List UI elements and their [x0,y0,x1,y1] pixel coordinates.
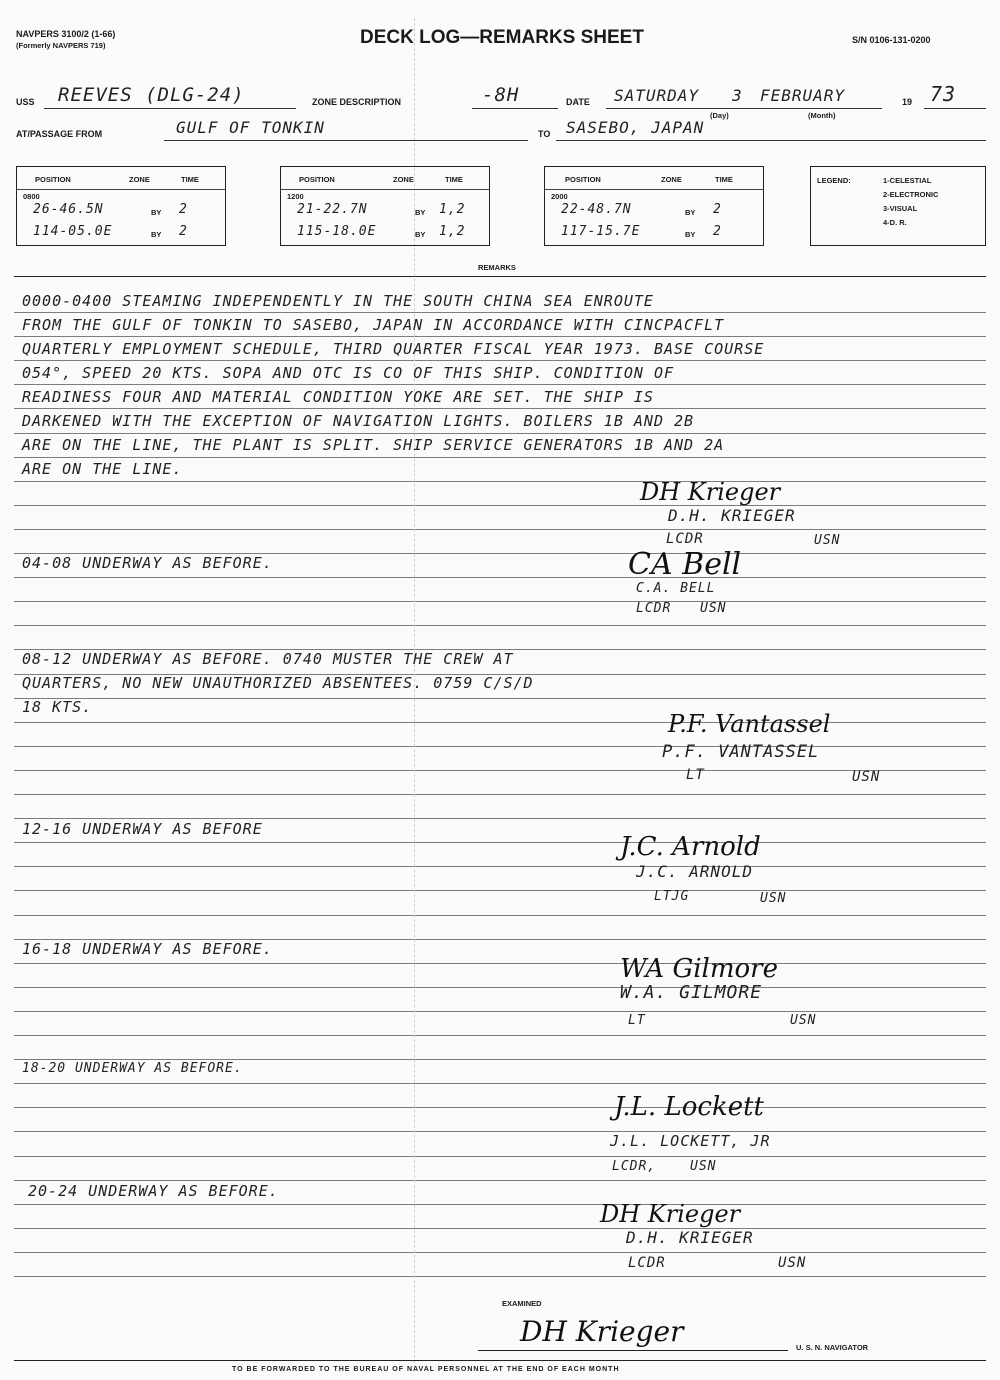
watch-signature: J.L. Lockett [614,1092,764,1122]
watch-officer-rank: LT [686,767,705,783]
ruled-line [14,770,986,771]
col-zone: ZONE [661,175,682,184]
to-label: TO [538,129,551,139]
date-month: FEBRUARY [760,86,846,105]
remark-line: READINESS FOUR AND MATERIAL CONDITION YOKE ARE SET. THE SHIP IS [22,388,654,406]
legend-item: 1-CELESTIAL [883,176,932,185]
position-lon: 117-15.7E [561,224,641,239]
position-lat-by: 2 [713,202,722,217]
ship-name: REEVES (DLG-24) [58,84,245,106]
ruled-line [14,987,986,988]
uss-label: USS [16,97,35,107]
remark-line: 18 KTS. [22,698,93,716]
legend-box [810,166,986,246]
remark-line: QUARTERLY EMPLOYMENT SCHEDULE, THIRD QUARTER FISCAL YEAR 1973. BASE COURSE [22,340,765,358]
ruled-line [14,384,986,385]
watch-officer-name: D.H. KRIEGER [626,1228,754,1247]
date-num: 3 [732,86,743,105]
position-lat: 22-48.7N [561,202,632,217]
date-label: DATE [566,97,590,107]
ruled-line [14,722,986,723]
remarks-divider [14,276,986,277]
ruled-line [14,698,986,699]
ruled-line [14,577,986,578]
remark-line: 08-12 UNDERWAY AS BEFORE. 0740 MUSTER THE CREW AT [22,650,514,668]
remark-line: 04-08 UNDERWAY AS BEFORE. [22,554,273,572]
by-label: BY [151,208,162,217]
ruled-line [14,963,986,964]
form-formerly: (Formerly NAVPERS 719) [16,41,106,50]
forwarding-note: TO BE FORWARDED TO THE BUREAU OF NAVAL PERSONNEL AT THE END OF EACH MONTH [232,1366,620,1373]
ruled-line [14,746,986,747]
passage-to-underline [556,140,986,141]
remark-line: 20-24 UNDERWAY AS BEFORE. [28,1182,279,1200]
ruled-line [14,1035,986,1036]
ruled-line [14,433,986,434]
col-zone: ZONE [393,175,414,184]
watch-officer-service: USN [814,533,841,548]
position-lat-by: 2 [179,202,188,217]
watch-signature: CA Bell [628,547,742,582]
watch-signature: WA Gilmore [620,954,778,984]
remark-line: FROM THE GULF OF TONKIN TO SASEBO, JAPAN IN ACCORDANCE WITH CINCPACFLT [22,316,725,334]
watch-officer-name: D.H. KRIEGER [668,506,796,525]
watch-officer-rank: LCDR, [612,1159,657,1174]
zone-value: -8H [482,84,520,106]
watch-signature: DH Krieger [640,478,781,506]
watch-officer-name: P.F. VANTASSEL [662,742,820,762]
ruled-line [14,408,986,409]
remark-line: 16-18 UNDERWAY AS BEFORE. [22,940,273,958]
ruled-line [14,1252,986,1253]
examiner-signature: DH Krieger [520,1315,684,1348]
date-underline [606,108,882,109]
position-lon: 114-05.0E [33,224,113,239]
legend-item: 2-ELECTRONIC [883,190,939,199]
watch-officer-name: C.A. BELL [636,581,716,596]
ruled-line [14,529,986,530]
remark-line: 18-20 UNDERWAY AS BEFORE. [22,1061,243,1076]
ruled-line [14,336,986,337]
ruled-line [14,915,986,916]
examiner-underline [478,1350,788,1351]
legend-title: LEGEND: [817,176,851,185]
by-label: BY [415,208,426,217]
ruled-line [14,842,986,843]
watch-signature: DH Krieger [600,1200,741,1228]
ruled-line [14,481,986,482]
month-caption: (Month) [808,111,836,120]
position-box-1200 [280,166,490,246]
ruled-line [14,625,986,626]
watch-officer-name: J.L. LOCKETT, JR [610,1132,771,1150]
passage-label: AT/PASSAGE FROM [16,129,103,139]
watch-officer-rank: LT [628,1013,646,1028]
ruled-line [14,505,986,506]
ruled-line [14,866,986,867]
year-suffix: 73 [930,82,957,106]
position-time: 0800 [23,192,40,201]
watch-officer-name: J.C. ARNOLD [636,862,753,881]
position-lat-by: 1,2 [439,202,466,217]
date-day: SATURDAY [614,86,700,105]
passage-to: SASEBO, JAPAN [566,118,705,137]
stock-number: S/N 0106-131-0200 [852,35,931,45]
position-lon-by: 2 [179,224,188,239]
navigator-label: U. S. N. NAVIGATOR [796,1343,869,1352]
by-label: BY [151,230,162,239]
ruled-line [14,890,986,891]
ruled-line [14,312,986,313]
zone-underline [472,108,558,109]
position-box-0800 [16,166,226,246]
remark-line: ARE ON THE LINE, THE PLANT IS SPLIT. SHIP SERVICE GENERATORS 1B AND 2A [22,436,725,454]
col-position: POSITION [35,175,71,184]
col-position: POSITION [299,175,335,184]
year-prefix: 19 [902,97,913,107]
by-label: BY [415,230,426,239]
position-lon: 115-18.0E [297,224,377,239]
zone-label: ZONE DESCRIPTION [312,97,402,107]
remarks-label: REMARKS [478,263,516,272]
remark-line: 12-16 UNDERWAY AS BEFORE [22,820,263,838]
watch-officer-service: USN [790,1013,817,1028]
ruled-line [14,1228,986,1229]
watch-officer-rank: LCDR [666,531,704,547]
legend-item: 3-VISUAL [883,204,918,213]
remark-line: ARE ON THE LINE. [22,460,183,478]
ruled-line [14,1204,986,1205]
col-time: TIME [181,175,199,184]
passage-from-underline [164,140,528,141]
ruled-line [14,1083,986,1084]
watch-officer-service: USN [852,769,881,785]
footer-rule [14,1360,986,1361]
examined-label: EXAMINED [502,1299,542,1308]
col-time: TIME [715,175,733,184]
position-time: 2000 [551,192,568,201]
col-time: TIME [445,175,463,184]
watch-officer-rank: LCDR [628,1255,666,1271]
legend-item: 4-D. R. [883,218,907,227]
position-lat: 26-46.5N [33,202,104,217]
ruled-line [14,1156,986,1157]
position-lon-by: 2 [713,224,722,239]
ruled-line [14,1059,986,1060]
watch-officer-rank: LCDR [636,601,672,616]
watch-officer-service: USN [760,891,787,906]
ruled-line [14,1180,986,1181]
position-box-2000 [544,166,764,246]
ruled-line [14,1011,986,1012]
remark-line: 054°, SPEED 20 KTS. SOPA AND OTC IS CO OF THIS SHIP. CONDITION OF [22,364,674,382]
watch-signature: J.C. Arnold [620,832,761,862]
passage-from: GULF OF TONKIN [176,118,325,137]
day-caption: (Day) [710,111,729,120]
remark-line: QUARTERS, NO NEW UNAUTHORIZED ABSENTEES. 0759 C/S/D [22,674,534,692]
ruled-line [14,601,986,602]
col-zone: ZONE [129,175,150,184]
position-time: 1200 [287,192,304,201]
ship-underline [44,108,296,109]
watch-officer-service: USN [690,1159,717,1174]
position-lon-by: 1,2 [439,224,466,239]
watch-signature: P.F. Vantassel [668,710,831,738]
watch-officer-rank: LTJG [654,889,690,904]
ruled-line [14,794,986,795]
remark-line: DARKENED WITH THE EXCEPTION OF NAVIGATION LIGHTS. BOILERS 1B AND 2B [22,412,695,430]
watch-officer-service: USN [700,601,727,616]
form-title: DECK LOG—REMARKS SHEET [360,27,644,48]
form-number: NAVPERS 3100/2 (1-66) [16,29,116,39]
by-label: BY [685,208,696,217]
year-underline [924,108,986,109]
watch-officer-name: W.A. GILMORE [620,982,763,1003]
ruled-line [14,818,986,819]
ruled-line [14,1107,986,1108]
position-lat: 21-22.7N [297,202,368,217]
ruled-line [14,457,986,458]
col-position: POSITION [565,175,601,184]
ruled-line [14,360,986,361]
remark-line: 0000-0400 STEAMING INDEPENDENTLY IN THE SOUTH CHINA SEA ENROUTE [22,292,654,310]
by-label: BY [685,230,696,239]
watch-officer-service: USN [778,1255,807,1271]
ruled-line [14,1131,986,1132]
ruled-line [14,1276,986,1277]
